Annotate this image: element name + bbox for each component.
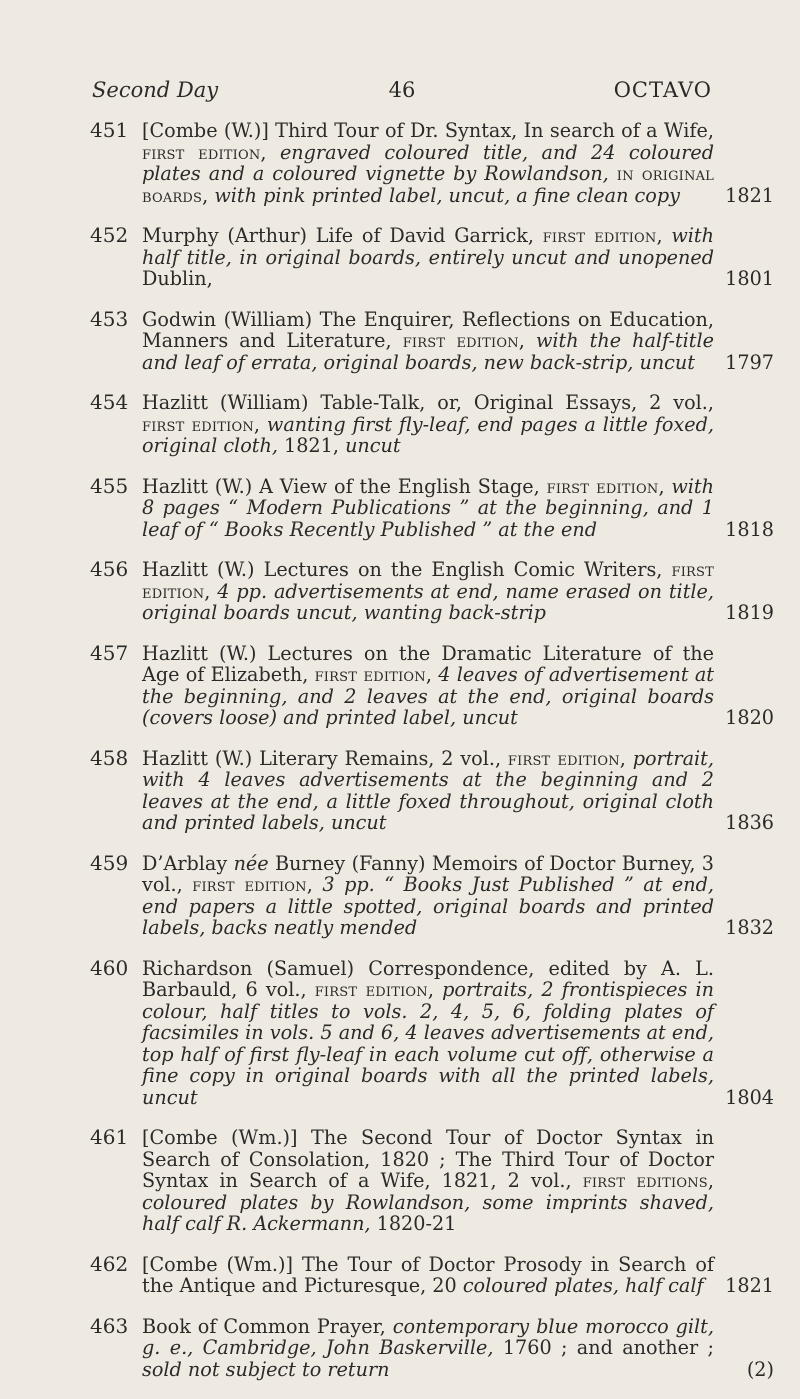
lot-text-segment: first edition <box>402 329 519 352</box>
lot-text-segment: with pink printed label, uncut, a fine clean copy <box>214 183 680 207</box>
lot-year: 1804 <box>725 1085 774 1109</box>
lot-entry <box>90 850 774 939</box>
lot-text-segment: Hazlitt (W.) A View of the English Stage, <box>142 474 547 498</box>
lot-text-segment: with 8 pages “ Modern Publications ” at the beginning, and 1 leaf of “ Books Recently Published ” at the end <box>142 474 715 541</box>
lot-entry <box>90 955 774 1109</box>
lot-text-segment: with half title, in original boards, entirely uncut and unopened <box>142 224 715 269</box>
lot-number: 457 <box>90 640 129 665</box>
lot-text-segment: 1821, <box>277 434 346 457</box>
lot-year: 1820 <box>725 706 774 729</box>
lot-year: (2) <box>746 1357 774 1381</box>
lot-text-segment: 4 leaves of advertisement at the beginning, and 2 leaves at the end, original boards (covers loose) and printed label, uncut <box>142 663 715 729</box>
lot-number: 459 <box>90 850 129 875</box>
lot-description <box>142 958 774 1109</box>
lot-text-segment: , <box>253 412 267 436</box>
lot-text-segment: , <box>260 140 280 164</box>
lot-description <box>142 309 774 374</box>
lot-number: 463 <box>90 1313 129 1338</box>
lot-entry <box>90 306 774 374</box>
lot-year: 1832 <box>725 916 774 939</box>
lot-year: 1801 <box>725 267 774 290</box>
lot-text-segment: , <box>204 579 218 603</box>
lot-entry <box>90 1251 774 1297</box>
lot-entry <box>90 392 714 457</box>
lot-description <box>142 853 774 939</box>
lot-number: 451 <box>90 118 129 142</box>
lot-text-segment: first edition <box>314 978 428 1001</box>
lot-number: 458 <box>90 745 129 770</box>
lot-text-segment: 3 pp. “ Books Just Published ” at end, end papers a little spotted, original boards and printed labels, backs neatly mended <box>142 873 715 939</box>
lot-text-segment: 4 pp. advertisements at end, name erased on title, original boards uncut, wanting back-strip <box>142 579 714 624</box>
lot-year: 1818 <box>725 517 774 541</box>
lot-number: 461 <box>90 1125 129 1149</box>
lot-text-segment: first edition <box>542 224 657 247</box>
lot-text-segment: first editions <box>582 1169 708 1192</box>
lot-text-segment: , <box>202 183 215 207</box>
lot-number: 453 <box>90 306 129 331</box>
lot-text-segment: first edition <box>142 558 714 603</box>
lot-text-segment: Hazlitt (William) Table-Talk, or, Original Essays, 2 vol., <box>142 391 714 414</box>
running-head <box>92 78 712 108</box>
lot-description <box>142 1316 774 1381</box>
lot-year: 1819 <box>725 601 774 624</box>
lot-text-segment: sold not subject to return <box>142 1357 390 1381</box>
lot-year: 1821 <box>725 183 774 207</box>
lot-number: 462 <box>90 1251 129 1276</box>
lot-text-segment: Burney (Fanny) Memoirs of Doctor Burney, 3 vol., <box>142 851 714 896</box>
lot-year: 1836 <box>725 811 774 834</box>
lot-entry <box>90 473 774 541</box>
lot-description <box>142 559 774 624</box>
lot-entry <box>90 118 774 207</box>
lot-text-segment: , <box>656 224 672 247</box>
lot-text-segment: first edition <box>314 663 426 686</box>
lot-text-segment: Dublin, <box>142 267 219 290</box>
lot-text-segment: contemporary blue morocco gilt, g. e., Cambridge, John Baskerville, <box>142 1314 714 1359</box>
lot-number: 460 <box>90 955 129 980</box>
lot-text-segment: , <box>707 1169 714 1192</box>
lot-text-segment: coloured plates by Rowlandson, some imprints shaved, half calf <box>142 1190 714 1235</box>
lot-number: 452 <box>90 223 129 247</box>
lot-text-segment: Book of Common Prayer, <box>142 1314 393 1338</box>
lot-description <box>142 1127 714 1235</box>
lot-description <box>142 476 774 541</box>
lot-description <box>142 748 774 834</box>
lot-text-segment <box>609 162 617 185</box>
lot-text-segment: first edition <box>546 474 659 498</box>
lot-text-segment: 1820-21 <box>370 1212 457 1235</box>
lot-text-segment: [Combe (W.)] Third Tour of Dr. Syntax, In search of a Wife, <box>142 119 714 142</box>
lot-text-segment: Godwin (William) The Enquirer, Reflections on Education, Manners and Literature, <box>142 307 714 352</box>
lot-text-segment: R. Ackermann, <box>226 1212 371 1235</box>
lot-text-segment: , <box>427 978 443 1001</box>
lot-entry <box>90 1313 774 1381</box>
lot-entry <box>90 640 774 729</box>
lot-text-segment: Richardson (Samuel) Correspondence, edited by A. L. Barbauld, 6 vol., <box>142 956 714 1001</box>
lot-text-segment: , <box>518 329 536 352</box>
format-heading: OCTAVO <box>613 78 712 102</box>
lot-list <box>90 118 774 1399</box>
lot-entry <box>90 1127 714 1235</box>
lot-text-segment: [Combe (Wm.)] The Tour of Doctor Prosody in Search of the Antique and Picturesque, 20 <box>142 1252 714 1297</box>
lot-text-segment: wanting first fly-leaf, end pages a little foxed, original cloth, <box>142 412 714 457</box>
lot-entry <box>90 223 774 290</box>
lot-text-segment: first edition <box>142 140 261 164</box>
lot-number: 455 <box>90 473 129 498</box>
lot-description <box>142 392 714 457</box>
lot-description <box>142 225 774 290</box>
lot-text-segment: D’Arblay <box>142 851 234 875</box>
lot-text-segment: uncut <box>345 434 401 457</box>
lot-text-segment: Hazlitt (W.) Lectures on the Dramatic Literature of the Age of Elizabeth, <box>142 641 714 686</box>
lot-year: 1821 <box>725 1274 774 1297</box>
lot-number: 456 <box>90 557 129 581</box>
lot-text-segment: first edition <box>192 873 307 896</box>
lot-text-segment: first edition <box>142 412 254 436</box>
lot-year: 1797 <box>725 350 774 374</box>
lot-number: 454 <box>90 390 129 414</box>
lot-text-segment: Hazlitt (W.) Literary Remains, 2 vol., <box>142 746 508 770</box>
lot-text-segment: portraits, 2 frontispieces in colour, half titles to vols. 2, 4, 5, 6, folding plates of facsimiles in vols. 5 and 6, 4 leaves advertisements at end, top half of first fly-leaf in each volume cut off, otherwise a fine copy in original boards with all the printed labels, uncut <box>142 978 714 1109</box>
lot-text-segment: portrait, with 4 leaves advertisements at the beginning and 2 leaves at the end, a little foxed throughout, original cloth and printed labels, uncut <box>142 746 714 834</box>
lot-description <box>142 120 774 206</box>
page-number: 46 <box>388 78 416 102</box>
lot-text-segment: , <box>425 663 439 686</box>
lot-text-segment: in original boards <box>142 162 714 207</box>
lot-entry <box>90 557 774 624</box>
lot-text-segment: Murphy (Arthur) Life of David Garrick, <box>142 224 543 247</box>
lot-text-segment: with the half-title and leaf of errata, original boards, new back-strip, uncut <box>142 329 715 374</box>
lot-text-segment: 1760 ; and another ; <box>493 1336 714 1359</box>
lot-text-segment: [Combe (Wm.)] The Second Tour of Doctor Syntax in Search of Consolation, 1820 ; The Third Tour of Doctor Syntax in Search of a Wife, 1821, 2 vol., <box>142 1126 714 1192</box>
lot-description <box>142 1254 774 1297</box>
lot-text-segment: , <box>658 474 672 498</box>
sale-day-heading: Second Day <box>92 78 219 102</box>
lot-text-segment: , <box>306 873 323 896</box>
lot-text-segment: née <box>233 851 269 875</box>
lot-text-segment: Hazlitt (W.) Lectures on the English Comic Writers, <box>142 558 672 581</box>
lot-text-segment: engraved coloured title, and 24 coloured plates and a coloured vignette by Rowlandson, <box>142 140 714 185</box>
lot-text-segment: , <box>619 746 633 770</box>
lot-text-segment: first edition <box>507 746 620 770</box>
lot-description <box>142 643 774 729</box>
lot-entry <box>90 745 774 834</box>
lot-text-segment: coloured plates, half calf <box>462 1274 704 1297</box>
